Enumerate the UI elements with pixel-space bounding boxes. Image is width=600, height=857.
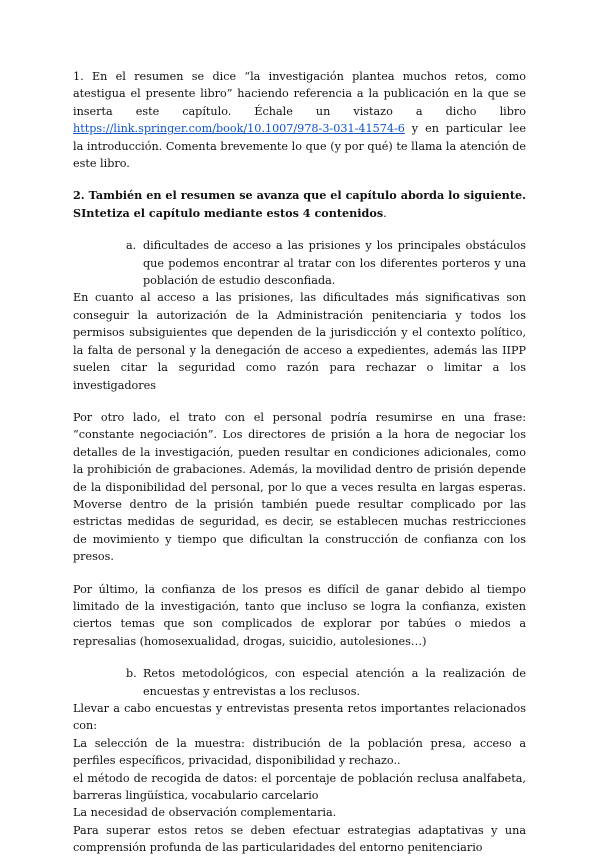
- question-2: [73, 187, 526, 222]
- springer-book-link[interactable]: https://link.springer.com/book/10.1007/978-3-031-41574-6: [73, 122, 405, 136]
- question-1: [73, 68, 526, 172]
- answer-b-line-1: Llevar a cabo encuestas y entrevistas presenta retos importantes relacionados con:: [73, 702, 526, 733]
- question-2-tail: .: [383, 206, 387, 220]
- list-item-b: [126, 665, 526, 700]
- answer-a-paragraph-1: En cuanto al acceso a las prisiones, las dificultades más significativas son conseguir la autorización de la Administración penitenciaria y todos los permisos subsiguientes que dependen de la jurisdicción y el contexto político, la falta de personal y la denegación de acceso a expedientes, además las IIPP suelen citar la seguridad como razón para rechazar o limitar a los investigadores: [73, 291, 526, 392]
- question-2-bold-text: 2. También en el resumen se avanza que el capítulo aborda lo siguiente. SIntetiza el capítulo mediante estos 4 contenidos: [73, 188, 526, 220]
- question-1-text-end: y en particular lee la introducción. Comenta brevemente lo que (y por qué) te llama la atención de este libro.: [73, 122, 526, 171]
- list-item-a: [126, 237, 526, 289]
- answer-b-line-2: La selección de la muestra: distribución de la población presa, acceso a perfiles específicos, privacidad, disponibilidad y rechazo..: [73, 736, 526, 768]
- answer-a-paragraph-3: Por último, la confianza de los presos es difícil de ganar debido al tiempo limitado de la investigación, tanto que incluso se logra la confianza, existen ciertos temas que son complicados de explorar por tabúes o miedos a represalias (homosexualidad, drogas, suicidio, autolesiones…): [73, 582, 526, 648]
- list-marker-a: a.: [126, 239, 137, 253]
- answer-b-line-5: Para superar estos retos se deben efectuar estrategias adaptativas y una comprensión profunda de las particularidades del entorno penitenciario: [73, 823, 526, 855]
- answer-b-line-4: La necesidad de observación complementaria.: [73, 806, 337, 820]
- question-1-text: 1. En el resumen se dice “la investigación plantea muchos retos, como atestigua el presente libro” haciendo referencia a la publicación en la que se inserta este capítulo. Échale un vistazo a dicho libro: [73, 70, 526, 118]
- document-page: [73, 68, 526, 857]
- answer-b-line-3: el método de recogida de datos: el porcentaje de población reclusa analfabeta, barreras lingüística, vocabulario carcelario: [73, 771, 526, 803]
- answer-a-paragraph-2: Por otro lado, el trato con el personal podría resumirse en una frase: “constante negociación”. Los directores de prisión a la hora de negociar los detalles de la investigación, pueden resultar en condiciones adicionales, como la prohibición de grabaciones. Además, la movilidad dentro de prisión depende de la disponibilidad del personal, por lo que a veces resulta en largas esperas. Moverse dentro de la prisión también puede resultar complicado por las estrictas medidas de seguridad, es decir, se establecen muchas restricciones de movimiento y tiempo que dificultan la construcción de confianza con los presos.: [73, 410, 526, 564]
- list-item-a-text: dificultades de acceso a las prisiones y los principales obstáculos que podemos encontrar al tratar con los diferentes porteros y una población de estudio desconfiada.: [143, 239, 526, 288]
- list-item-b-text: Retos metodológicos, con especial atención a la realización de encuestas y entrevistas a los reclusos.: [143, 667, 526, 698]
- list-marker-b: b.: [126, 667, 137, 681]
